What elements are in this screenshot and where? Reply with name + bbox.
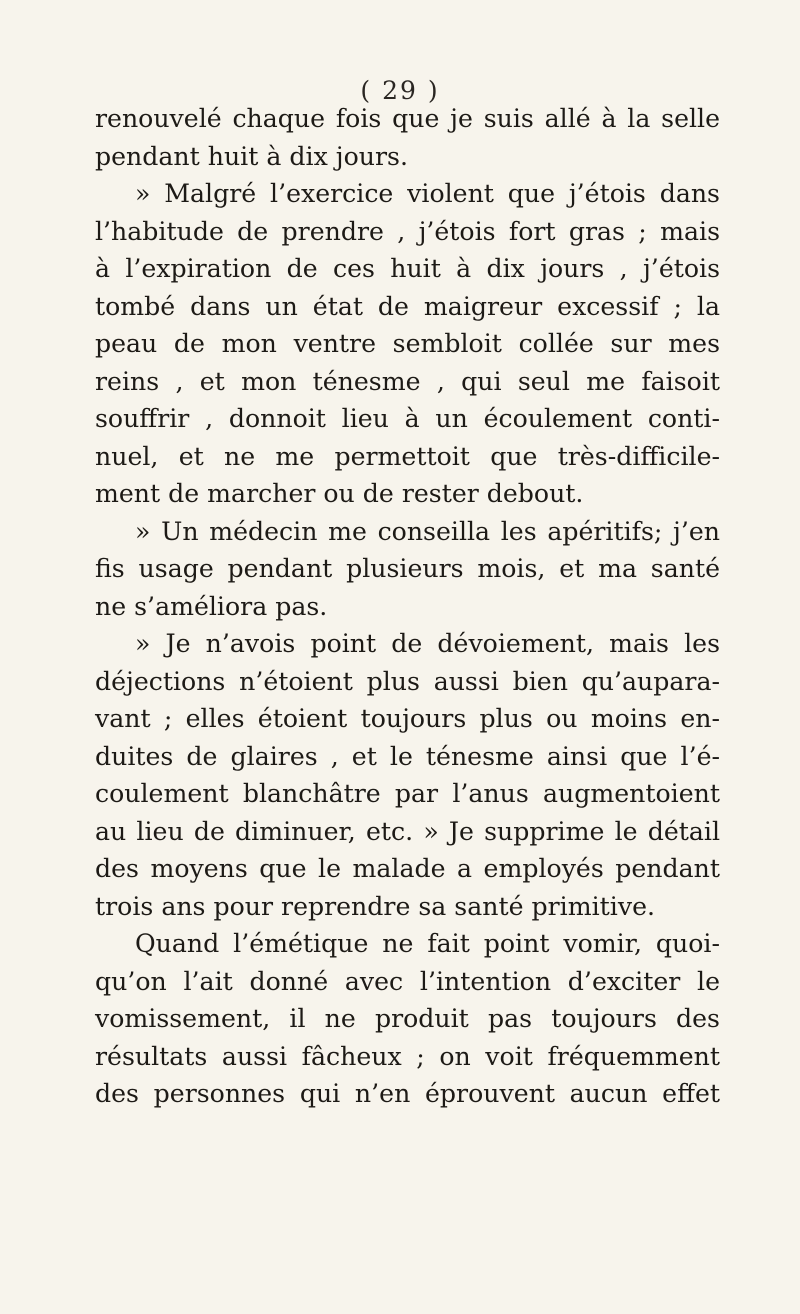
text-line: des moyens que le malade a employés pendant: [95, 854, 720, 883]
text-line: peau de mon ventre sembloit collée sur mes: [95, 329, 720, 358]
text-line: qu’on l’ait donné avec l’intention d’exciter le: [95, 966, 720, 996]
text-line: renouvelé chaque fois que je suis allé à la selle: [95, 104, 720, 133]
text-line: » Un médecin me conseilla les apéritifs; j’en: [135, 516, 720, 546]
text-line: » Je n’avois point de dévoiement, mais les: [135, 629, 720, 658]
text-line: » Malgré l’exercice violent que j’étois dans: [135, 179, 720, 208]
page-number: ( 29 ): [360, 76, 440, 105]
text-line: nuel, et ne me permettoit que très-difficile-: [95, 441, 720, 471]
text-line: l’habitude de prendre , j’étois fort gras ; mais: [95, 216, 720, 246]
text-line: des personnes qui n’en éprouvent aucun effet: [95, 1079, 720, 1108]
text-line: ne s’améliora pas.: [95, 591, 328, 621]
text-line: souffrir , donnoit lieu à un écoulement conti-: [95, 404, 720, 433]
text-line: fis usage pendant plusieurs mois, et ma santé: [95, 554, 720, 583]
text-line: déjections n’étoient plus aussi bien qu’aupara-: [95, 666, 720, 696]
text-line: vant ; elles étoient toujours plus ou moins en-: [95, 704, 720, 733]
text-line: Quand l’émétique ne fait point vomir, quoi-: [135, 929, 720, 958]
text-line: trois ans pour reprendre sa santé primitive.: [95, 891, 655, 921]
text-line: duites de glaires , et le ténesme ainsi que l’é-: [95, 741, 720, 771]
text-line: reins , et mon ténesme , qui seul me faisoit: [95, 366, 720, 396]
text-line: résultats aussi fâcheux ; on voit fréquemment: [95, 1041, 720, 1071]
text-line: vomissement, il ne produit pas toujours des: [95, 1004, 720, 1033]
text-line: au lieu de diminuer, etc. » Je supprime le détail: [95, 816, 720, 846]
text-line: à l’expiration de ces huit à dix jours , j’étois: [95, 254, 720, 283]
text-line: ment de marcher ou de rester debout.: [95, 479, 584, 508]
text-line: coulement blanchâtre par l’anus augmentoient: [95, 779, 720, 808]
text-line: tombé dans un état de maigreur excessif ; la: [95, 291, 720, 321]
text-line: pendant huit à dix jours.: [95, 141, 408, 171]
body-text: [95, 100, 720, 1113]
